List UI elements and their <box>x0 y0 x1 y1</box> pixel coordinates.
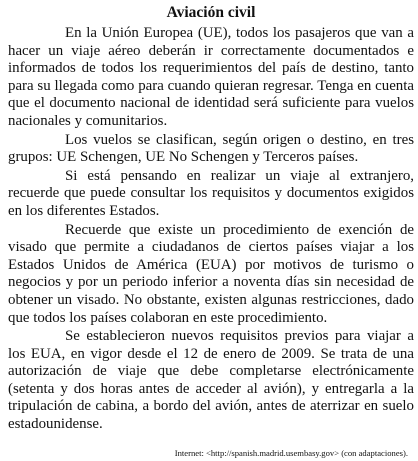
document-title: Aviación civil <box>166 4 256 21</box>
paragraph-3: Si está pensando en realizar un viaje al extranjero, recuerde que puede consultar los requisitos y documentos exigidos en los diferentes Estados. <box>8 167 414 219</box>
paragraph-4: Recuerde que existe un procedimiento de exención de visado que permite a ciudadanos de ciertos países viajar a los Estados Unidos de América (EUA) por motivos de turismo o negocios y por un periodo inferior a noventa días sin necesidad de obtener un visado. No obstante, existen algunas restricciones, dado que todos los países colaboran en este procedimiento. <box>8 221 414 326</box>
paragraph-2: Los vuelos se clasifican, según origen o destino, en tres grupos: UE Schengen, UE No Schengen y Terceros países. <box>8 131 414 166</box>
paragraph-5: Se establecieron nuevos requisitos previos para viajar a los EUA, en vigor desde el 12 de enero de 2009. Se trata de una autorización de viaje que debe completarse electrónicamente (setenta y dos horas antes de acceder al avión), y entregarla a la tripulación de cabina, a bordo del avión, antes de aterrizar en suelo estadounidense. <box>8 328 414 433</box>
document <box>8 4 414 459</box>
paragraph-1: En la Unión Europea (UE), todos los pasajeros que van a hacer un viaje aéreo deberán ir correctamente documentados e informados de todos los requerimientos del país de destino, tanto para su llegada como para cuando quieran regresar. Tenga en cuenta que el documento nacional de identidad será suficiente para vuelos nacionales y comunitarios. <box>8 25 414 129</box>
source-citation: Internet: <http://spanish.madrid.usembasy.gov> (con adaptaciones). <box>174 447 408 458</box>
